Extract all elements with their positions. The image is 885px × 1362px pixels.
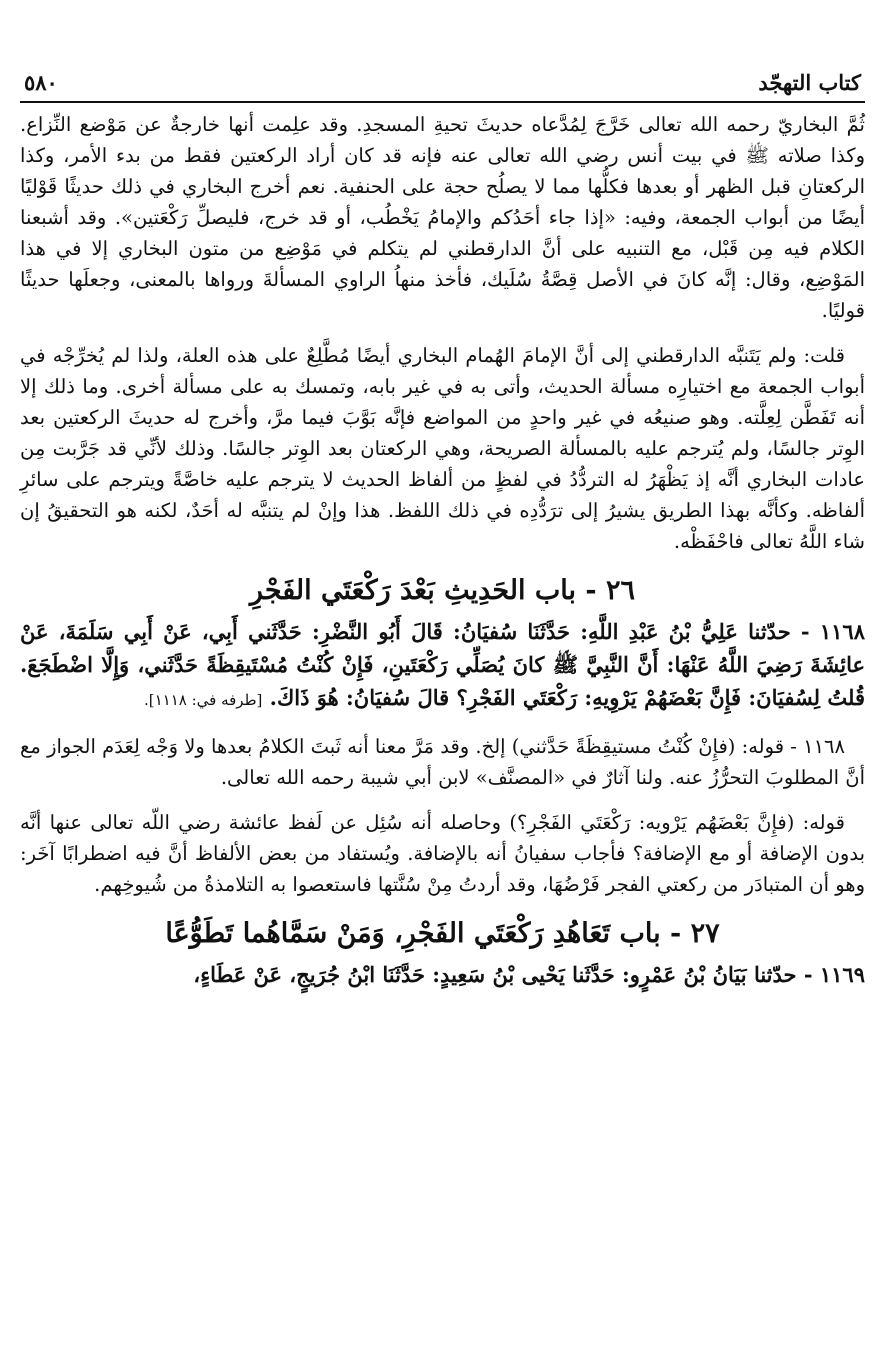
commentary-1168-2: قوله: (فإِنَّ بَعْضَهُم يَرْويه: رَكْعَتَي الفَجْرِ؟) وحاصله أنه سُئِل عن لَفظ عائشة رضي اللّه تعالى عنها أنَّه بدون الإضافة أو مع الإضافة؟ فأجاب سفيانُ أنه بالإضافة. ويُستفاد من بعض الألفاظ أنَّ فيه اضطرابًا آخَر: وهو أن المتبادَر من ركعتي الفجر فَرْضُهَا، وقد أردتُ مِنْ سُنَّتها فاستعصوا به التلامذةُ من شُيوخِهم. bbox=[20, 811, 865, 896]
hadith-1168-text: ١١٦٨ - حدّثنا عَلِيُّ بْنُ عَبْدِ اللَّهِ: حَدَّثَنَا سُفيَانُ: قَالَ أَبُو النَّضْرِ: حَدَّثَني أَبِي، عَنْ أَبِي سَلَمَةَ، عَنْ عائِشَةَ رَضِيَ اللَّهُ عَنْهَا: أَنَّ النَّبِيَّ ﷺ كانَ يُصَلِّي رَكْعَتَينِ، فَإِنْ كُنْتُ مُسْتَيقِظَةً حَدَّثَني، وَإِلَّا اضْطَجَعَ. قُلتُ لِسُفيَانَ: فَإِنَّ بَعْضَهُمْ يَرْوِيهِ: رَكْعَتَي الفَجْرِ؟ قالَ سُفيَانُ: هُوَ ذَاكَ. bbox=[20, 619, 865, 710]
chapter-27-title: ٢٧ - باب تَعَاهُدِ رَكْعَتَي الفَجْرِ، وَمَنْ سَمَّاهُما تَطَوُّعًا bbox=[165, 918, 720, 949]
chapter-26-title: ٢٦ - باب الحَدِيثِ بَعْدَ رَكْعَتَي الفَجْرِ bbox=[249, 575, 636, 606]
hadith-1168 bbox=[20, 615, 865, 717]
commentary-1168-1: ١١٦٨ - قوله: (فإِنْ كُنْتُ مستيقِظَةً حَدَّثني) إلخ. وقد مَرَّ معنا أنه ثَبتَ الكلامُ بعدها ولا وَجْه لِعَدَم الجواز مع أنَّ المطلوبَ التحرُّزُ عنه. ولنا آثارٌ في «المصنَّف» لابن أبي شيبة رحمه الله تعالى. bbox=[20, 735, 865, 789]
page-number: ٥٨٠ bbox=[24, 70, 58, 95]
page-header bbox=[20, 70, 865, 103]
book-title: كتاب التهجّد bbox=[758, 70, 861, 95]
intro-paragraph-2: قلت: ولم يَتَنبَّه الدارقطني إلى أنَّ الإمامَ الهُمام البخاري أيضًا مُطَّلِعٌ على هذه العلة، ولذا لم يُخرِّجْه في أبواب الجمعة مع اختيارِه مسألة الحديث، وأتى به في غير بابه، وتمسك به على مسألة أخرى. وما ذلك إلا أنه تَفَطَّن لِعِلَّته. وهو صنيعُه في غير واحدٍ من المواضع فإنَّه بَوَّبَ فيما مرَّ، وأخرج له حديثَ الركعتين بعد الوِتر جالسًا، ولم يُترجم عليه بالمسألة الصريحة، وهي الركعتان بعد الوِتر جالسًا. وذلك لأنِّي قد جَرَّبت مِن عادات البخاري أنَّه إذ يَظْهَرُ له التردُّدُ في لفظٍ من ألفاظ الحديث لا يترجم عليه خاصَّةً ويترجم على سائرِ ألفاظه. وكأنَّه بهذا الطريق يشيرُ إلى ترَدُّدِه في ذلك اللفظ. هذا وإنْ لم يتنبَّه له أحَدٌ، لكنه هو التحقيقُ إن شاء اللَّهُ تعالى فاحْفَظْه. bbox=[20, 344, 865, 553]
hadith-1168-reference: [طرفه في: ١١١٨]. bbox=[143, 691, 263, 709]
hadith-1169: ١١٦٩ - حدّثنا بَيَانُ بْنُ عَمْرٍو: حَدَّثَنا يَحْيى بْنُ سَعِيدٍ: حَدَّثَنَا ابْنُ جُرَيجٍ، عَنْ عَطَاءٍ، bbox=[193, 962, 865, 987]
intro-paragraph-1: ثُمَّ البخاريّ رحمه الله تعالى خَرَّجَ لِمُدَّعاه حديثَ تحيةِ المسجدِ. وقد علِمت أنها خارجةٌ عن مَوْضع النِّزاع. وكذا صلاته ﷺ في بيت أنس رضي الله تعالى عنه فإنه قد كان أراد الركعتين فقط من بدء الأمر، وكذا الركعتانِ قبل الظهر أو بعدها فكلُّها مما لا يصلُح حجة على الحنفية. نعم أخرج البخاري في ذلك حديثًا قَوْليًا أيضًا من أبواب الجمعة، وفيه: «إذا جاء أحَدُكم والإمامُ يَخْطُب، أو قد خرج، فليصلِّ رَكْعَتين». وقد أشبعنا الكلام فيه مِن قَبْل، مع التنبيه على أنَّ الدارقطني لم يتكلم في مَوْضِع من متون البخاري إلا في هذا المَوْضِع، وقال: إنَّه كانَ في الأصل قِصَّةُ سُلَيك، فأخذ منهاُ الراوي المسألةَ ورواها بالمعنى، وجعلَها حديثًا قوليًا. bbox=[20, 113, 865, 322]
